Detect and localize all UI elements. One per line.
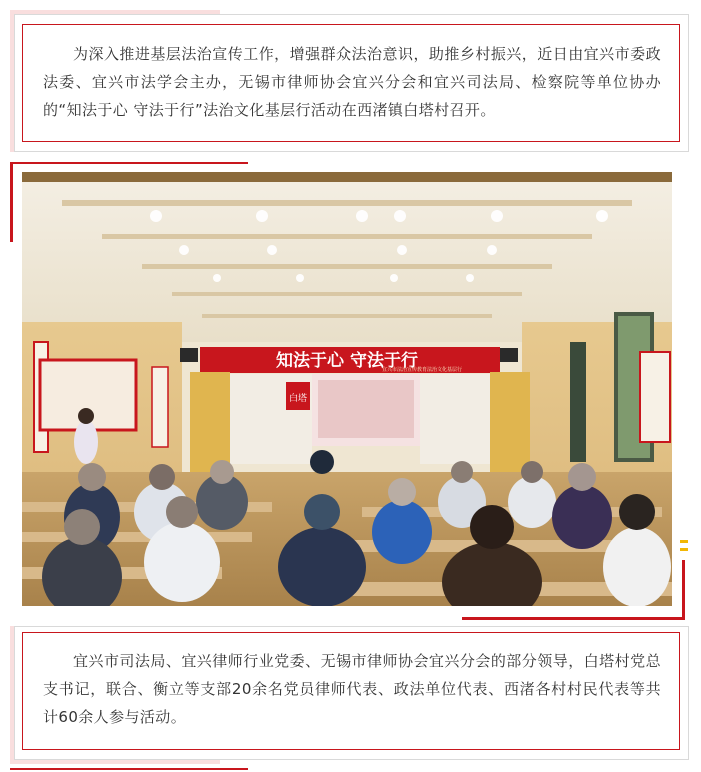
event-photo-scene (22, 172, 672, 606)
red-accent-vertical-left (10, 162, 13, 242)
intro-paragraph: 为深入推进基层法治宣传工作，增强群众法治意识，助推乡村振兴，近日由宜兴市委政法委、宜兴市法学会主办，无锡市律师协会宜兴分会和宜兴司法局、检察院等单位协办的“知法于心 守法于行”法治文化基层行活动在西渚镇白塔村召开。 (43, 45, 661, 119)
banner-text: 知法于心 守法于行 (276, 351, 418, 371)
event-photo (22, 172, 672, 606)
outro-card (22, 632, 680, 750)
intro-card (22, 24, 680, 142)
backdrop-text: 白塔 (288, 394, 308, 404)
red-accent-horizontal-bottom (462, 617, 685, 620)
yellow-accent-mark-2 (680, 548, 688, 551)
red-accent-vertical-right (682, 560, 685, 620)
yellow-accent-mark-1 (680, 540, 688, 543)
outro-paragraph: 宜兴市司法局、宜兴律师行业党委、无锡市律师协会宜兴分会的部分领导，白塔村党总支书记，联合、衡立等支部20余名党员律师代表、政法单位代表、西渚各村村民代表等共计60余人参与活动。 (43, 652, 661, 726)
red-accent-horizontal-footer (10, 768, 248, 770)
banner-subtext: 宜兴市法治宣传教育法治文化基层行 (381, 367, 463, 373)
red-accent-horizontal-top (10, 162, 248, 164)
